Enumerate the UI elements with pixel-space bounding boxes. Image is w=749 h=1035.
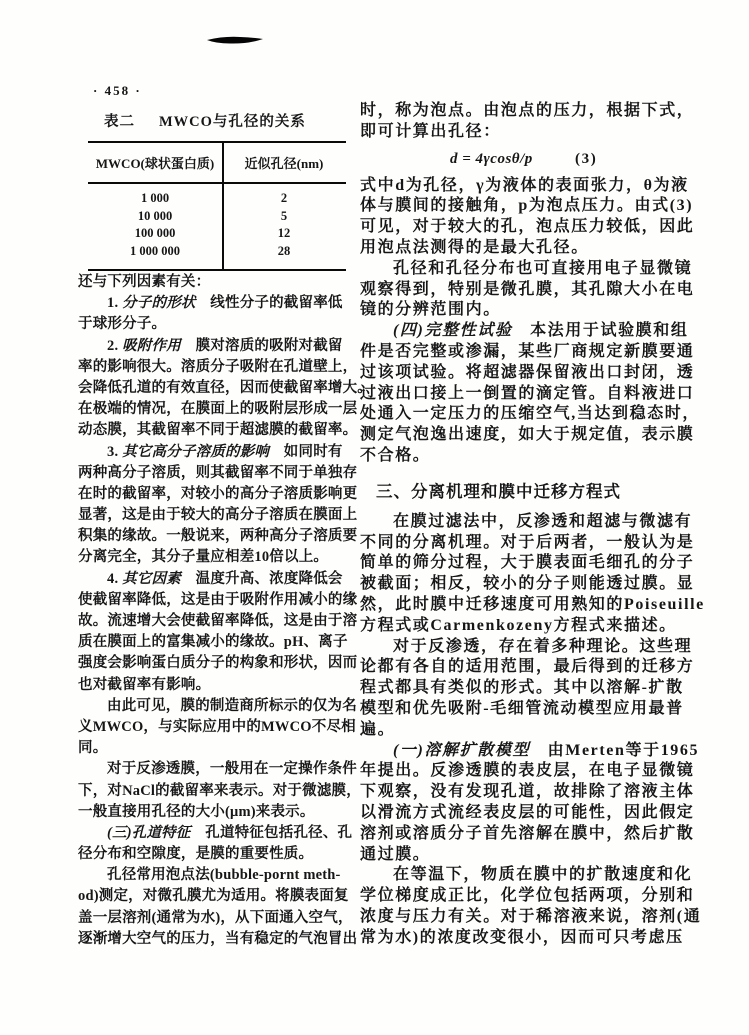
cell-pore-size: 12: [277, 226, 291, 241]
text-line: 方程式或Carmenkozeny方程式来描述。: [360, 616, 677, 634]
text-line: 孔径常用泡点法(bubble-pornt meth-: [107, 867, 341, 884]
text-line: 测定气泡逸出速度，如大于规定值，表示膜: [360, 426, 695, 444]
text-line: 在时的截留率，对较小的高分子溶质影响更: [78, 485, 358, 502]
text-line: [78, 569, 360, 590]
text-line: 分离完全，其分子量应相差10倍以上。: [78, 549, 329, 566]
text-line: 故。流速增大会使截留率降低，这是由于溶: [78, 613, 358, 629]
text-line: 简单的筛分过程，大于膜表面毛细孔的分子: [360, 554, 695, 572]
text-line: 在膜过滤法中，反渗透和超滤与微滤有: [393, 512, 693, 530]
body-text: 线性分子的截留率低: [195, 295, 343, 312]
body-text: 膜对溶质的吸附对截留: [180, 337, 343, 354]
body-text: 由Merten等于1965: [530, 741, 700, 759]
text-line: 于球形分子。: [78, 316, 167, 333]
cell-mwco: 10 000: [137, 208, 173, 223]
text-line: 溶剂或溶质分子首先溶解在膜中，然后扩散: [360, 824, 695, 842]
text-line: 由此可见，膜的制造商所标示的仅为名: [107, 697, 357, 714]
text-line: 即可计算出孔径：: [360, 122, 501, 140]
text-line: 遍。: [360, 720, 396, 738]
text-line: 会降低孔道的有效直径，因而使截留率增大。: [78, 379, 372, 396]
text-line: 孔径和孔径分布也可直接用电子显微镜: [393, 259, 693, 277]
body-text: 4.: [107, 570, 123, 587]
text-line: 对于反渗透，存在着多种理论。这些理: [393, 637, 693, 655]
right-text-column: [360, 101, 705, 948]
text-line: 浓度与压力有关。对于稀溶液来说，溶剂(通: [360, 907, 702, 925]
table-header-mwco: MWCO(球状蛋白质): [95, 156, 215, 171]
text-line: 在极端的情况，在膜面上的吸附层形成一层: [78, 401, 358, 418]
body-text: 3.: [107, 443, 123, 460]
body-text: 孔道特征包括孔径、孔: [190, 824, 353, 841]
section-heading: 三、分离机理和膜中迁移方程式: [376, 481, 621, 501]
text-line: 动态膜，其截留率不同于超滤膜的截留率。: [78, 422, 358, 439]
text-line: 率的影响很大。溶质分子吸附在孔道壁上，: [78, 358, 358, 375]
table-row: [88, 190, 346, 208]
table-row: [88, 225, 346, 243]
text-line: 同。: [78, 740, 108, 757]
text-line: 过该项试验。将超滤器保留液出口封闭，透: [360, 363, 695, 381]
text-line: 论都有各自的适用范围，最后得到的迁移方: [360, 658, 695, 676]
cell-mwco: 1 000 000: [130, 243, 180, 258]
cell-mwco: 1 000: [140, 191, 170, 206]
body-text: 1.: [107, 295, 123, 312]
table-caption: [104, 110, 306, 131]
text-line: 一般直接用孔径的大小(μm)来表示。: [78, 803, 315, 820]
kai-subheading-text: 其它高分子溶质的影响: [122, 443, 270, 460]
table-column-divider: [222, 143, 224, 269]
ink-smudge: [206, 35, 266, 47]
text-line: od)测定，对微孔膜尤为适用。将膜表面复: [78, 888, 349, 905]
text-line: 常为水)的浓度改变很小，因而可只考虑压: [360, 928, 684, 946]
text-line: 年提出。反渗透膜的表皮层，在电子显微镜: [360, 762, 695, 780]
text-line: 使截留率降低，这是由于吸附作用减小的缘: [78, 591, 358, 608]
text-line: 过液出口接上一倒置的滴定管。自料液进口: [360, 384, 695, 402]
kai-subheading-text: (四)完整性试验: [393, 322, 513, 340]
text-line: 两种高分子溶质，则其截留率不同于单独存: [78, 464, 358, 481]
cell-pore-size: 5: [280, 208, 288, 223]
text-line: 学位梯度成正比，化学位包括两项，分别和: [360, 887, 695, 905]
text-line: 显著，这是由于较大的高分子溶质在膜面上: [78, 507, 358, 524]
kai-subheading-text: 其它因素: [122, 570, 181, 587]
text-line: 然，此时膜中迁移速度可用熟知的Poiseuille: [360, 595, 705, 613]
body-text: 2.: [107, 337, 123, 354]
text-line: 被截面；相反，较小的分子则能透过膜。显: [360, 575, 695, 593]
kai-subheading-text: 吸附作用: [122, 337, 181, 354]
left-text-column: [78, 272, 372, 950]
text-line: 下观察，没有发现孔道，故排除了溶液主体: [360, 783, 695, 801]
page-number: · 458 ·: [93, 83, 142, 98]
text-line: 盖一层溶剂(通常为水)，从下面通入空气，: [78, 909, 353, 926]
text-line: 对于反渗透膜，一般用在一定操作条件: [107, 761, 357, 778]
text-line: 径分布和空隙度，是膜的重要性质。: [78, 846, 314, 863]
body-text: 本法用于试验膜和组: [512, 322, 689, 340]
text-line: 体与膜间的接触角，p为泡点压力。由式(3): [360, 197, 694, 215]
text-line: 积集的缘故。一般说来，两种高分子溶质要: [78, 528, 358, 545]
text-line: 观察得到，特别是微孔膜，其孔隙大小在电: [360, 280, 695, 298]
text-line: 件是否完整或渗漏，某些厂商规定新膜要通: [360, 342, 695, 360]
text-line: 以滑流方式流经表皮层的可能性，因此假定: [360, 803, 695, 821]
cell-pore-size: 28: [277, 243, 291, 258]
equation-number: (3): [575, 150, 598, 167]
text-line: [78, 442, 360, 463]
text-line: 式中d为孔径，γ为液体的表面张力，θ为液: [360, 176, 689, 194]
text-line: [78, 336, 360, 357]
text-line: 用泡点法测得的是最大孔径。: [360, 238, 589, 256]
table-caption-title: MWCO与孔径的关系: [159, 114, 306, 130]
text-line: 逐渐增大空气的压力，当有稳定的气泡冒出: [78, 930, 358, 947]
equation-line: [360, 147, 700, 172]
text-line: 在等温下，物质在膜中的扩散速度和化: [393, 866, 693, 884]
text-line: 可见，对于较大的孔，泡点压力较低，因此: [360, 218, 695, 236]
text-line: 不同的分离机理。对于后两者，一般认为是: [360, 533, 695, 551]
text-line: [360, 741, 700, 762]
kai-subheading-text: 分子的形状: [122, 295, 196, 312]
table-header-row: [88, 143, 346, 184]
text-line: 还与下列因素有关：: [78, 274, 211, 290]
cell-pore-size: 2: [280, 191, 288, 206]
text-line: 质在膜面上的富集减小的缘故。pH、离子: [78, 634, 348, 651]
cell-mwco: 100 000: [134, 226, 176, 241]
text-line: [78, 293, 360, 314]
table-body: [88, 184, 346, 269]
table-caption-label: 表二: [104, 114, 135, 130]
text-line: 模型和优先吸附-毛细管流动模型应用最普: [360, 699, 684, 717]
equation-formula: d = 4γcosθ/p: [450, 150, 533, 167]
table-row: [88, 208, 346, 226]
body-text: 温度升高、浓度降低会: [180, 570, 343, 587]
table-header-pore: 近似孔径(nm): [244, 156, 324, 171]
text-line: 处通入一定压力的压缩空气,当达到稳态时，: [360, 405, 701, 423]
text-line: 也对截留率有影响。: [78, 676, 211, 693]
kai-subheading-text: (三)孔道特征: [107, 824, 191, 841]
text-line: 下，对NaCl的截留率来表示。对于微滤膜，: [78, 782, 361, 799]
text-line: 义MWCO，与实际应用中的MWCO不尽相: [78, 718, 356, 735]
text-line: 强度会影响蛋白质分子的构象和形状，因而: [78, 655, 358, 672]
text-line: 时，称为泡点。由泡点的压力，根据下式，: [360, 102, 695, 119]
body-text: 如同时有: [269, 443, 343, 460]
mwco-pore-size-table: [88, 141, 346, 271]
table-row: [88, 243, 346, 261]
text-line: 镜的分辨范围内。: [360, 301, 501, 319]
text-line: 不合格。: [360, 446, 431, 464]
kai-subheading-text: (一)溶解扩散模型: [393, 741, 531, 759]
text-line: 程式都具有类似的形式。其中以溶解-扩散: [360, 679, 684, 697]
text-line: [78, 823, 360, 844]
text-line: [360, 321, 700, 342]
text-line: 通过膜。: [360, 845, 431, 863]
